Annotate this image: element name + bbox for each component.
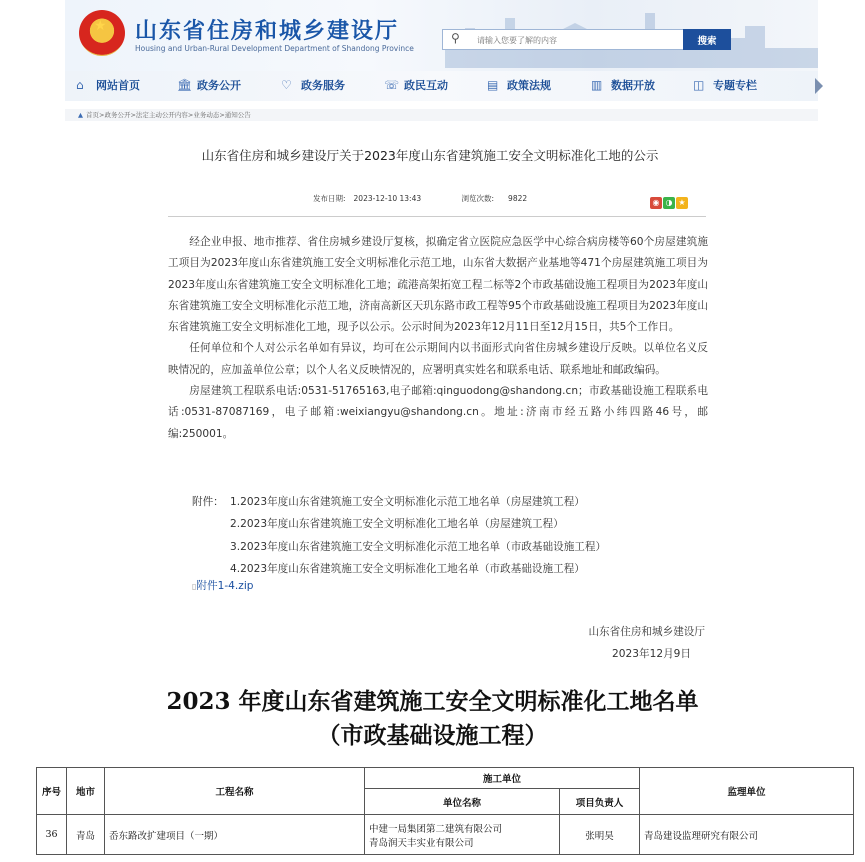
heart-hand-icon: ♡: [281, 78, 292, 92]
national-emblem-icon[interactable]: ★: [79, 10, 125, 56]
breadcrumb: [78, 109, 251, 121]
site-title[interactable]: 山东省住房和城乡建设厅: [135, 19, 400, 44]
article-title: 山东省住房和城乡建设厅关于2023年度山东省建筑施工安全文明标准化工地的公示: [201, 148, 659, 163]
header-unit-name: 单位名称: [365, 789, 560, 815]
nav-policies[interactable]: ▤ 政策法规: [487, 78, 551, 92]
search-input[interactable]: [475, 32, 679, 48]
share-buttons: [650, 190, 689, 209]
article-meta: [313, 193, 535, 204]
search-icon: ⚲: [451, 31, 460, 45]
unit-line: 青岛润天丰实业有限公司: [369, 837, 474, 849]
cell-city: 青岛: [67, 815, 105, 855]
cell-supervisor: 青岛建设监理研究有限公司: [640, 815, 854, 855]
cell-unit: [365, 815, 560, 855]
sign-date: 2023年12月9日: [612, 648, 691, 660]
header-seq: 序号: [37, 768, 67, 815]
title-divider: [168, 216, 706, 217]
attachments-label: 附件：: [192, 496, 224, 508]
attachment-item: 2.2023年度山东省建筑施工安全文明标准化工地名单（房屋建筑工程）: [230, 518, 564, 531]
nav-citizen-interaction[interactable]: ☏ 政民互动: [384, 78, 448, 92]
project-table: [36, 767, 854, 855]
header-construction-unit: 施工单位: [365, 768, 640, 789]
table-header-row: [37, 768, 854, 789]
nav-open-data[interactable]: ▥ 数据开放: [591, 78, 655, 92]
cell-project: 岙东路改扩建项目（一期）: [105, 815, 365, 855]
publish-date-label: 发布日期:: [313, 194, 346, 203]
nav-home[interactable]: ⌂ 网站首页: [76, 78, 140, 92]
signature: [500, 621, 705, 665]
attachment-item: 3.2023年度山东省建筑施工安全文明标准化示范工地名单（市政基础设施工程）: [230, 540, 607, 553]
header-project-lead: 项目负责人: [560, 789, 640, 815]
chat-icon: ☏: [384, 78, 400, 92]
publish-date: 2023-12-10 13:43: [353, 194, 422, 203]
file-icon: ▯: [192, 582, 197, 591]
paragraph: 房屋建筑工程联系电话:0531-51765163,电子邮箱:qinguodong@shandong.cn；市政基础设施工程联系电话:0531-87087169，电子邮箱:weixiangyu@shandong.cn。地址:济南市经五路小纬四路46号，邮编:250001。: [168, 385, 708, 440]
building-icon: 🏛: [177, 78, 193, 92]
attachment-item: 4.2023年度山东省建筑施工安全文明标准化工地名单（市政基础设施工程）: [230, 562, 585, 575]
document-icon: ▤: [487, 78, 499, 92]
nav-special-topics[interactable]: ◫ 专题专栏: [693, 78, 757, 92]
cell-lead: 张明昊: [560, 815, 640, 855]
list-title: [150, 685, 715, 753]
bar-chart-icon: ▥: [591, 78, 603, 92]
main-nav: [65, 71, 818, 101]
nav-scroll-arrow-icon[interactable]: [815, 78, 823, 94]
wechat-share-icon[interactable]: ◑: [663, 197, 675, 209]
list-title-line1: 2023 年度山东省建筑施工安全文明标准化工地名单: [166, 688, 699, 715]
home-icon: ⌂: [76, 78, 84, 92]
search-button[interactable]: 搜索: [683, 29, 731, 50]
header-supervisor: 监理单位: [640, 768, 854, 815]
table-row: [37, 815, 854, 855]
unit-line: 中建一局集团第二建筑有限公司: [369, 823, 503, 835]
paragraph: 任何单位和个人对公示名单如有异议，均可在公示期间内以书面形式向省住房城乡建设厅反映。以单位名义反映情况的，应加盖单位公章；以个人名义反映情况的，应署明真实姓名和联系电话、联系地址和邮政编码。: [168, 342, 708, 376]
nav-government-affairs[interactable]: 🏛 政务公开: [177, 78, 241, 92]
article-body: [168, 232, 708, 445]
site-subtitle: Housing and Urban-Rural Development Department of Shandong Province: [135, 44, 414, 53]
weibo-share-icon[interactable]: ◉: [650, 197, 662, 209]
qzone-share-icon[interactable]: ★: [676, 197, 688, 209]
location-icon: ▲: [78, 111, 83, 119]
cell-seq: 36: [37, 815, 67, 855]
header-project: 工程名称: [105, 768, 365, 815]
views-label: 浏览次数:: [461, 194, 495, 203]
attachment-item: 1.2023年度山东省建筑施工安全文明标准化示范工地名单（房屋建筑工程）: [230, 496, 585, 508]
header-city: 地市: [67, 768, 105, 815]
list-title-line2: （市政基础设施工程）: [317, 722, 548, 749]
nav-government-services[interactable]: ♡ 政务服务: [281, 78, 345, 92]
paragraph: 经企业申报、地市推荐、省住房城乡建设厅复核，拟确定省立医院应急医学中心综合病房楼等60个房屋建筑施工项目为2023年度山东省建筑施工安全文明标准化示范工地，山东省大数据产业基地等471个房屋建筑施工项目为2023年度山东省建筑施工安全文明标准化工地；疏港高架拓宽工程二标等2个市政基础设施工程项目为2023年度山东省建筑施工安全文明标准化示范工地，济南高新区天玑东路市政工程等95个市政基础设施工程项目为2023年度山东省建筑施工安全文明标准化工地，现予以公示。公示时间为2023年12月11日至12月15日，共5个工作日。: [168, 236, 708, 334]
topic-icon: ◫: [693, 78, 705, 92]
zip-download-link[interactable]: ▯附件1-4.zip: [192, 580, 254, 592]
search-box: [442, 29, 684, 50]
sign-org: 山东省住房和城乡建设厅: [588, 626, 705, 638]
breadcrumb-links[interactable]: 首页>政务公开>法定主动公开内容>业务动态>通知公告: [86, 111, 251, 119]
attachments-list: [230, 491, 606, 580]
views-count: 9822: [508, 194, 528, 203]
